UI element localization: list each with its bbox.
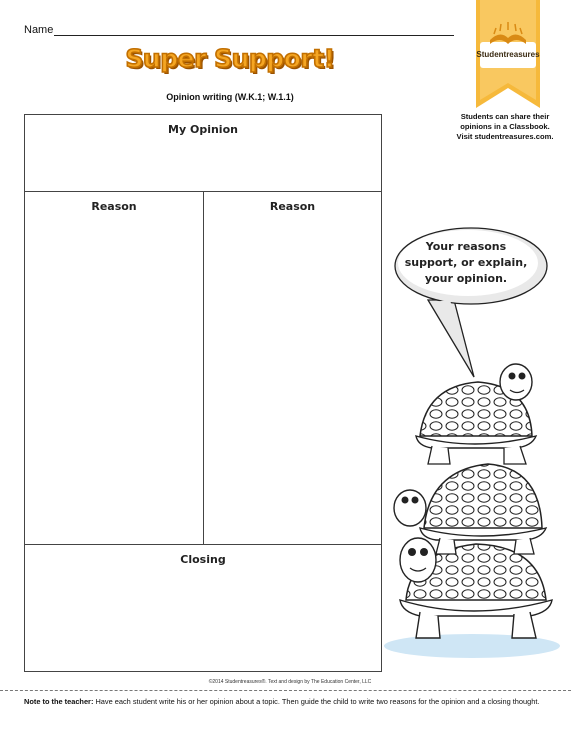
badge-line: opinions in a Classbook.	[460, 122, 550, 131]
teacher-note-text: Have each student write his or her opinion about a topic. Then guide the child to write two reasons for the opinion and a closing thought.	[93, 697, 540, 706]
speech-line: support, or explain,	[404, 256, 528, 269]
reason-box-2[interactable]	[203, 191, 382, 545]
worksheet-subtitle: Opinion writing (W.K.1; W.1.1)	[166, 92, 294, 102]
cut-line	[0, 690, 571, 691]
teacher-note	[24, 697, 544, 707]
studentreasures-logo: Studentreasures	[476, 50, 540, 59]
teacher-note-label: Note to the teacher:	[24, 697, 94, 706]
my-opinion-box[interactable]	[24, 114, 382, 192]
closing-label: Closing	[180, 553, 226, 566]
my-opinion-label: My Opinion	[168, 123, 238, 136]
closing-box[interactable]	[24, 544, 382, 672]
badge-line: Students can share their	[460, 112, 550, 121]
reason-box-1[interactable]	[24, 191, 204, 545]
speech-line: your opinion.	[424, 272, 508, 285]
speech-bubble-text	[396, 239, 536, 287]
speech-line: Your reasons	[425, 240, 507, 253]
badge-caption	[440, 112, 570, 142]
stacked-turtles-illustration	[380, 360, 560, 660]
copyright-text: ©2014 Studentreasures®. Text and design by The Education Center, LLC	[208, 679, 372, 685]
worksheet-title: Super Support!	[125, 44, 335, 73]
badge-line: Visit studentreasures.com.	[456, 132, 554, 141]
name-label: Name	[24, 24, 54, 36]
reason-label-1: Reason	[91, 200, 137, 213]
reason-label-2: Reason	[269, 200, 316, 213]
name-line[interactable]	[54, 35, 454, 36]
